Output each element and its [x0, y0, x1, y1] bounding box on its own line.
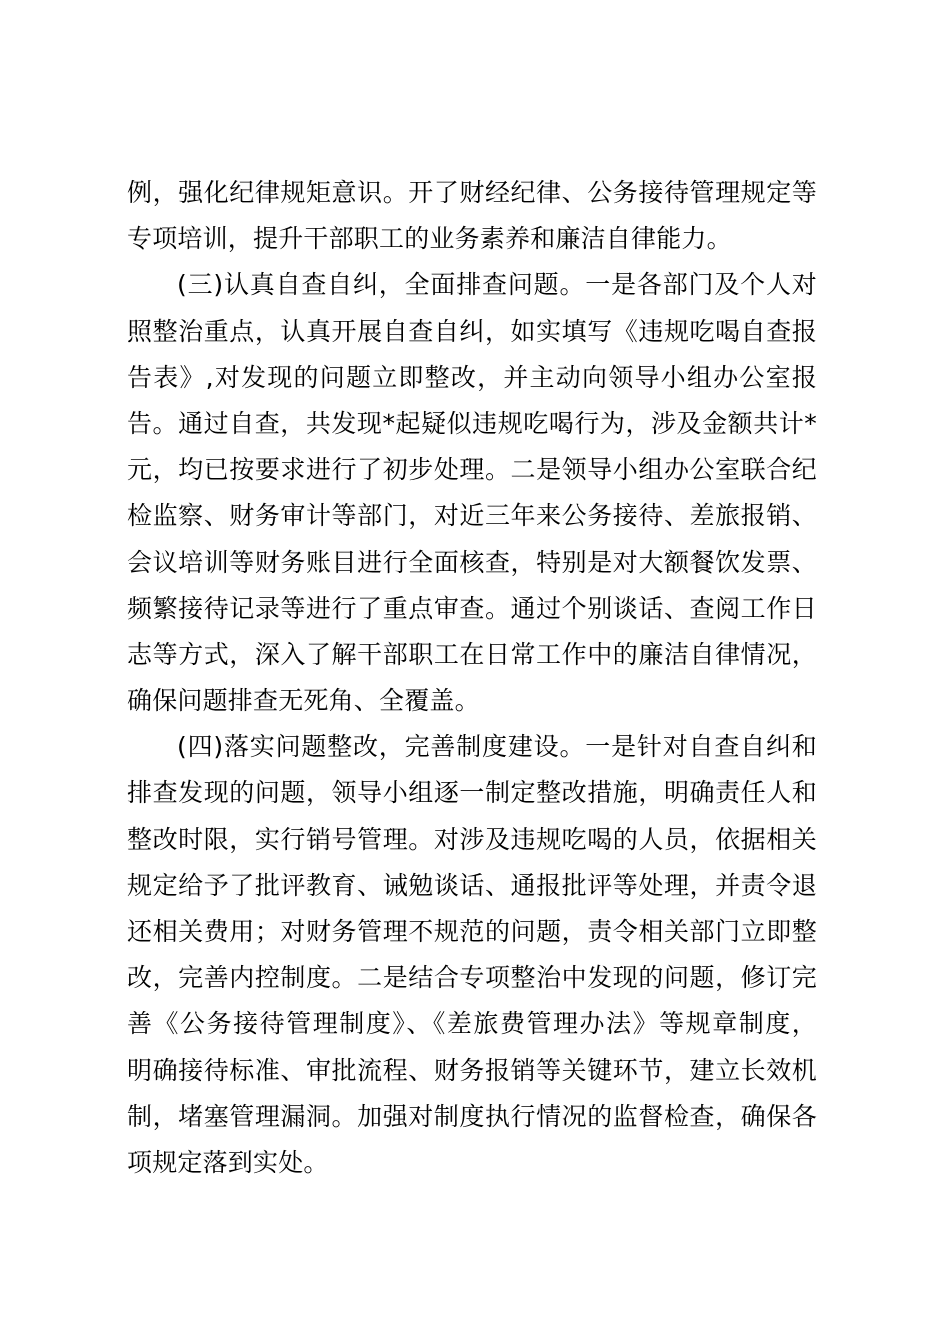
text-line: 整改时限，实行销号管理。对涉及违规吃喝的人员，依据相关	[127, 824, 817, 854]
text-line: 元，均已按要求进行了初步处理。二是领导小组办公室联合纪	[127, 455, 817, 485]
text-line: 规定给予了批评教育、诫勉谈话、通报批评等处理，并责令退	[127, 870, 817, 900]
text-line: 项规定落到实处。	[127, 1147, 329, 1177]
text-line: 照整治重点，认真开展自查自纠，如实填写《违规吃喝自查报	[127, 316, 817, 346]
text-line: 频繁接待记录等进行了重点审查。通过个别谈话、查阅工作日	[127, 593, 817, 623]
text-line: 会议培训等财务账目进行全面核查，特别是对大额餐饮发票、	[127, 547, 817, 577]
text-line: 志等方式，深入了解干部职工在日常工作中的廉洁自律情况，	[127, 639, 817, 669]
text-line: 善《公务接待管理制度》、《差旅费管理办法》等规章制度，	[127, 1009, 817, 1039]
text-line: 还相关费用；对财务管理不规范的问题，责令相关部门立即整	[127, 917, 817, 946]
text-line: 排查发现的问题，领导小组逐一制定整改措施，明确责任人和	[127, 778, 817, 808]
text-line: 改，完善内控制度。二是结合专项整治中发现的问题，修订完	[127, 963, 817, 993]
text-line: 检监察、财务审计等部门，对近三年来公务接待、差旅报销、	[127, 501, 817, 531]
document-body	[127, 170, 817, 1186]
text-line: 制，堵塞管理漏洞。加强对制度执行情况的监督检查，确保各	[127, 1101, 817, 1131]
text-line: 专项培训，提升干部职工的业务素养和廉洁自律能力。	[127, 224, 732, 254]
text-line: 例，强化纪律规矩意识。开了财经纪律、公务接待管理规定等	[127, 178, 817, 207]
text-line: 告表》,对发现的问题立即整改，并主动向领导小组办公室报	[127, 362, 817, 392]
text-line: 告。通过自查，共发现*起疑似违规吃喝行为，涉及金额共计*	[127, 408, 817, 438]
section-heading-line: (三)认真自查自纠，全面排查问题。一是各部门及个人对	[177, 270, 817, 300]
text-line: 明确接待标准、审批流程、财务报销等关键环节，建立长效机	[127, 1055, 817, 1085]
section-heading-line: (四)落实问题整改，完善制度建设。一是针对自查自纠和	[177, 732, 817, 762]
text-line: 确保问题排查无死角、全覆盖。	[127, 686, 480, 716]
